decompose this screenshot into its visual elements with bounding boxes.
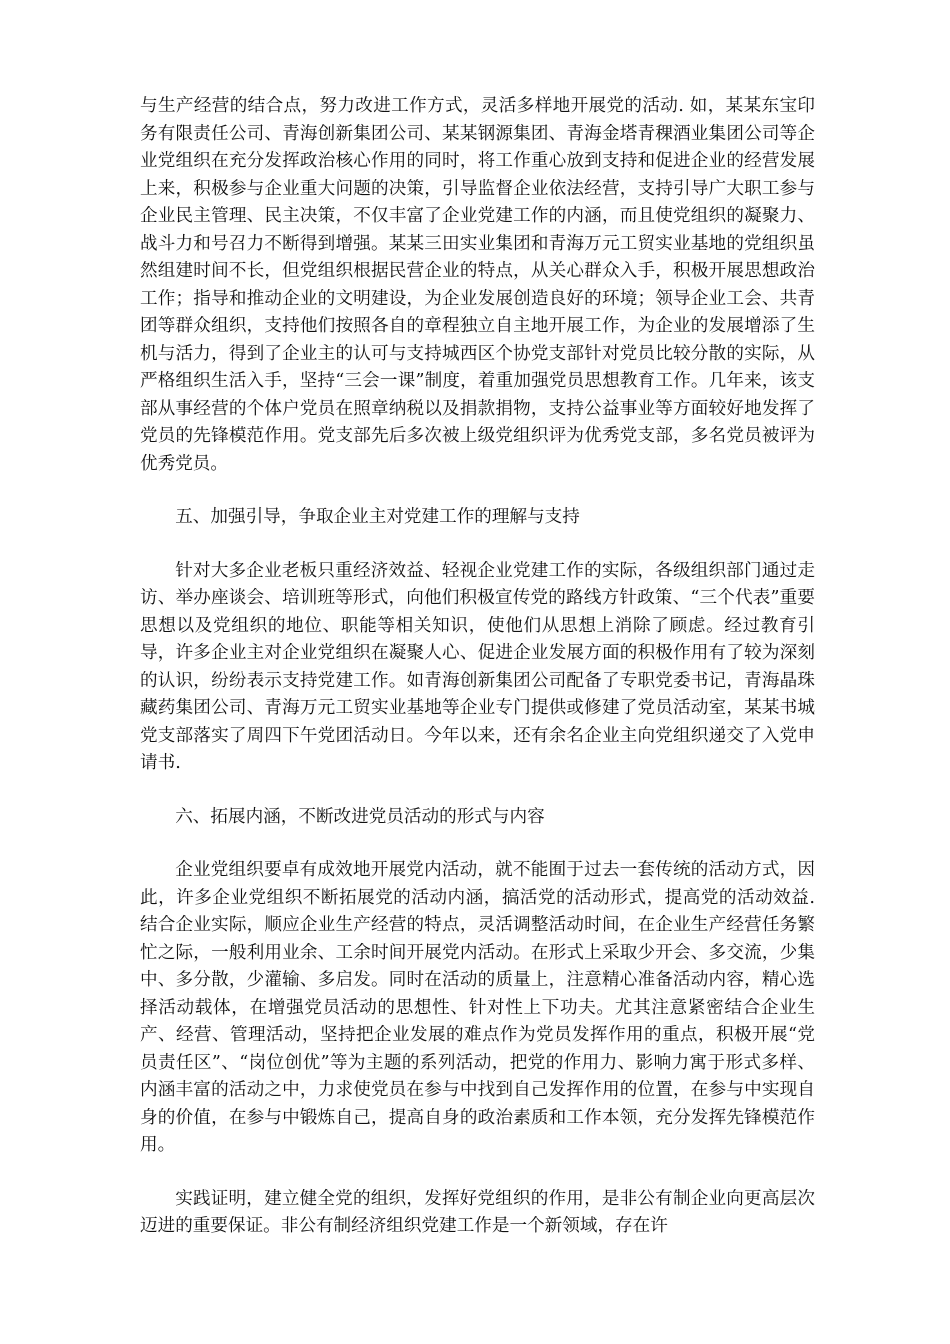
paragraph-party-activities: 与生产经营的结合点，努力改进工作方式，灵活多样地开展党的活动. 如，某某东宝印务有限责任公司、青海创新集团公司、某某钢源集团、青海金塔青稞酒业集团公司等企业党组织在充分发挥政治核心作用的同时，将工作重心放到支持和促进企业的经营发展上来，积极参与企业重大问题的决策，引导监督企业依法经营，支持引导广大职工参与企业民主管理、民主决策，不仅丰富了企业党建工作的内涵，而且使党组织的凝聚力、战斗力和号召力不断得到增强。某某三田实业集团和青海万元工贸实业基地的党组织虽然组建时间不长，但党组织根据民营企业的特点，从关心群众入手，积极开展思想政治工作；指导和推动企业的文明建设，为企业发展创造良好的环境；领导企业工会、共青团等群众组织，支持他们按照各自的章程独立自主地开展工作，为企业的发展增添了生机与活力，得到了企业主的认可与支持城西区个协党支部针对党员比较分散的实际，从严格组织生活入手，坚持“三会一课”制度，着重加强党员思想教育工作。几年来，该支部从事经营的个体户党员在照章纳税以及捐款捐物，支持公益事业等方面较好地发挥了党员的先锋模范作用。党支部先后多次被上级党组织评为优秀党支部，多名党员被评为优秀党员。 (140, 96, 815, 474)
section-heading-six: 六、拓展内涵，不断改进党员活动的形式与内容 (175, 806, 545, 827)
paragraph-conclusion: 实践证明，建立健全党的组织，发挥好党组织的作用，是非公有制企业向更高层次迈进的重要保证。非公有制经济组织党建工作是一个新领域，存在许 (140, 1188, 815, 1236)
section-heading-five: 五、加强引导，争取企业主对党建工作的理解与支持 (175, 507, 580, 527)
paragraph-activity-forms: 企业党组织要卓有成效地开展党内活动，就不能囿于过去一套传统的活动方式，因此，许多企业党组织不断拓展党的活动内涵，搞活党的活动形式，提高党的活动效益. 结合企业实际，顺应企业生产经营的特点，灵活调整活动时间，在企业生产经营任务繁忙之际，一般利用业余、工余时间开展党内活动。在形式上采取少开会、多交流，少集中、多分散，少灌输、多启发。同时在活动的质量上，注意精心准备活动内容，精心选择活动载体，在增强党员活动的思想性、针对性上下功夫。尤其注意紧密结合企业生产、经营、管理活动，坚持把企业发展的难点作为党员发挥作用的重点，积极开展“党员责任区”、“岗位创优”等为主题的系列活动，把党的作用力、影响力寓于形式多样、内涵丰富的活动之中，力求使党员在参与中找到自己发挥作用的位置，在参与中实现自身的价值，在参与中锻炼自己，提高自身的政治素质和工作本领，充分发挥先锋模范作用。 (140, 860, 815, 1155)
document-body (140, 93, 815, 1241)
paragraph-guidance: 针对大多企业老板只重经济效益、轻视企业党建工作的实际，各级组织部门通过走访、举办座谈会、培训班等形式，向他们积极宣传党的路线方针政策、“三个代表”重要思想以及党组织的地位、职能等相关知识，使他们从思想上消除了顾虑。经过教育引导，许多企业主对企业党组织在凝聚人心、促进企业发展方面的积极作用有了较为深刻的认识，纷纷表示支持党建工作。如青海创新集团公司配备了专职党委书记，青海晶珠藏药集团公司、青海万元工贸实业基地等企业专门提供或修建了党员活动室，某某书城党支部落实了周四下午党团活动日。今年以来，还有余名企业主向党组织递交了入党申请书. (140, 560, 815, 773)
